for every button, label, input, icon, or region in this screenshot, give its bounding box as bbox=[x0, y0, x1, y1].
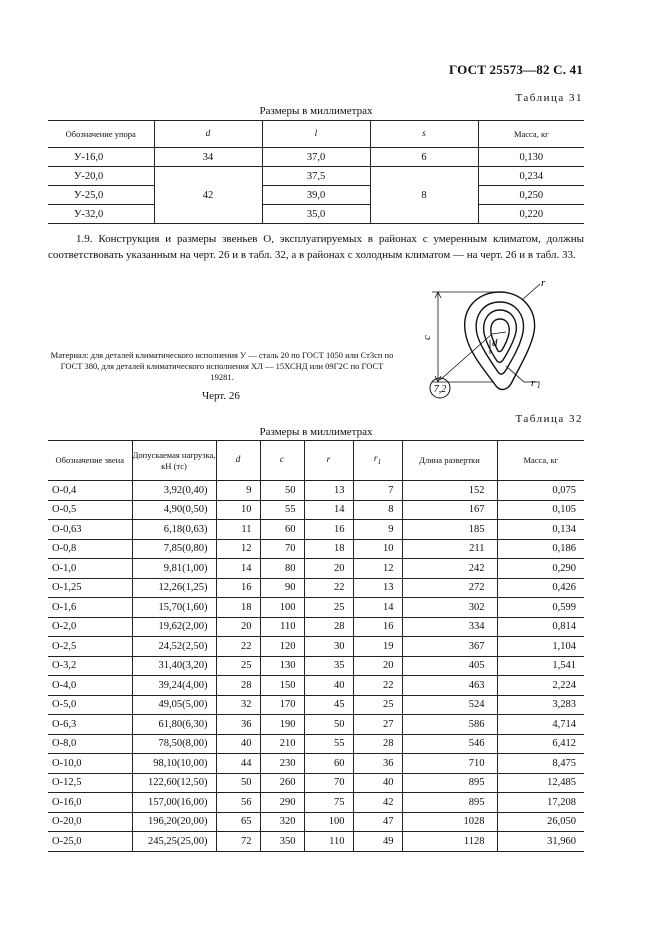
table-cell: 10 bbox=[353, 539, 402, 559]
table32-col-r1-subscript: 1 bbox=[377, 457, 382, 466]
table-cell: 44 bbox=[216, 754, 260, 774]
table-cell: 39,24(4,00) bbox=[132, 676, 216, 696]
table-cell: 16 bbox=[304, 520, 353, 540]
table-cell: 0,234 bbox=[478, 167, 584, 186]
table-cell: 55 bbox=[260, 500, 304, 520]
table-cell: О-3,2 bbox=[48, 656, 132, 676]
table-cell: 210 bbox=[260, 734, 304, 754]
table-cell: 49,05(5,00) bbox=[132, 695, 216, 715]
table-cell: 50 bbox=[216, 773, 260, 793]
table-cell: О-1,0 bbox=[48, 559, 132, 579]
table-cell: У-32,0 bbox=[48, 205, 154, 224]
table-cell: 1,541 bbox=[497, 656, 584, 676]
table-cell: 1,104 bbox=[497, 637, 584, 657]
table-cell: 546 bbox=[402, 734, 497, 754]
table-cell: 35 bbox=[304, 656, 353, 676]
section-paragraph: 1.9. Конструкция и размеры звеньев О, эксплуатируемых в районах с умеренным климатом, должны соответствовать указанным на черт. 26 и в табл. 32, а в районах с холодным климатом — на черт. 26 и в табл. 33. bbox=[48, 233, 584, 261]
table32-col-load: Допускаемая нагрузка, кН (тс) bbox=[132, 441, 216, 481]
table-cell: 230 bbox=[260, 754, 304, 774]
table-cell: 122,60(12,50) bbox=[132, 773, 216, 793]
table-cell: 0,134 bbox=[497, 520, 584, 540]
table32-label: Таблица 32 bbox=[515, 413, 583, 425]
table-cell: 10 bbox=[216, 500, 260, 520]
table-cell: 895 bbox=[402, 773, 497, 793]
table-cell: 50 bbox=[260, 481, 304, 501]
table-row bbox=[48, 578, 584, 598]
table-row bbox=[48, 559, 584, 579]
table-cell: 20 bbox=[216, 617, 260, 637]
table-cell: 20 bbox=[353, 656, 402, 676]
table-cell: 152 bbox=[402, 481, 497, 501]
table-cell: 12 bbox=[353, 559, 402, 579]
table-row bbox=[48, 656, 584, 676]
figure-caption: Черт. 26 bbox=[202, 390, 240, 402]
table-cell: 6,18(0,63) bbox=[132, 520, 216, 540]
table-cell: 157,00(16,00) bbox=[132, 793, 216, 813]
table-cell: У-25,0 bbox=[48, 186, 154, 205]
table-cell: 30 bbox=[304, 637, 353, 657]
table32 bbox=[48, 440, 584, 852]
table-cell: 100 bbox=[304, 812, 353, 832]
table-cell: 110 bbox=[260, 617, 304, 637]
table-cell: О-0,4 bbox=[48, 481, 132, 501]
table-cell: 334 bbox=[402, 617, 497, 637]
table-cell: 90 bbox=[260, 578, 304, 598]
table-cell: 350 bbox=[260, 832, 304, 852]
table-cell: 11 bbox=[216, 520, 260, 540]
table-cell: 22 bbox=[216, 637, 260, 657]
table-cell: 211 bbox=[402, 539, 497, 559]
table-cell: 72 bbox=[216, 832, 260, 852]
table32-col-r1 bbox=[353, 441, 402, 481]
table-cell: 27 bbox=[353, 715, 402, 735]
table-cell: 0,290 bbox=[497, 559, 584, 579]
table-cell: 6 bbox=[370, 148, 478, 167]
table-cell: 14 bbox=[353, 598, 402, 618]
table-row bbox=[48, 520, 584, 540]
table32-body bbox=[48, 481, 584, 852]
table-cell: О-20,0 bbox=[48, 812, 132, 832]
table-cell: 290 bbox=[260, 793, 304, 813]
table-cell: 1128 bbox=[402, 832, 497, 852]
table-cell: 50 bbox=[304, 715, 353, 735]
table-row bbox=[48, 617, 584, 637]
table-cell: 37,5 bbox=[262, 167, 370, 186]
surface-mark-label: 7,2 bbox=[433, 384, 447, 395]
table32-col-c: c bbox=[260, 441, 304, 481]
table-row bbox=[48, 734, 584, 754]
table-cell: 196,20(20,00) bbox=[132, 812, 216, 832]
table-row bbox=[48, 481, 584, 501]
table-cell: 26,050 bbox=[497, 812, 584, 832]
table32-header-row bbox=[48, 441, 584, 481]
table-cell: 39,0 bbox=[262, 186, 370, 205]
table-cell: 61,80(6,30) bbox=[132, 715, 216, 735]
table-cell: 45 bbox=[304, 695, 353, 715]
table-cell: 0,599 bbox=[497, 598, 584, 618]
table-cell: 586 bbox=[402, 715, 497, 735]
table-cell: О-8,0 bbox=[48, 734, 132, 754]
table-row bbox=[48, 754, 584, 774]
table-cell: 463 bbox=[402, 676, 497, 696]
table-cell: У-16,0 bbox=[48, 148, 154, 167]
table-cell: 12 bbox=[216, 539, 260, 559]
table-cell: 47 bbox=[353, 812, 402, 832]
radius-r1-subscript: 1 bbox=[537, 382, 541, 390]
table-cell: 36 bbox=[216, 715, 260, 735]
table-cell: О-0,63 bbox=[48, 520, 132, 540]
table-row bbox=[48, 715, 584, 735]
table-cell: 0,130 bbox=[478, 148, 584, 167]
table32-col-length: Длина развертки bbox=[402, 441, 497, 481]
table-cell: 70 bbox=[304, 773, 353, 793]
table-cell: 8,475 bbox=[497, 754, 584, 774]
table-cell: 36 bbox=[353, 754, 402, 774]
table-cell: 18 bbox=[216, 598, 260, 618]
table-cell: 150 bbox=[260, 676, 304, 696]
table-cell: 22 bbox=[353, 676, 402, 696]
table-cell: 110 bbox=[304, 832, 353, 852]
table-cell: 260 bbox=[260, 773, 304, 793]
table-cell: 18 bbox=[304, 539, 353, 559]
table-row bbox=[48, 186, 584, 205]
table-cell: 65 bbox=[216, 812, 260, 832]
table-cell: 2,224 bbox=[497, 676, 584, 696]
table-cell: 25 bbox=[353, 695, 402, 715]
table31-col-d: d bbox=[154, 121, 262, 148]
table-cell: 0,075 bbox=[497, 481, 584, 501]
table31-col-mass: Масса, кг bbox=[478, 121, 584, 148]
table-row bbox=[48, 500, 584, 520]
table-cell: 0,105 bbox=[497, 500, 584, 520]
table-cell: 190 bbox=[260, 715, 304, 735]
table31-col-s: s bbox=[370, 121, 478, 148]
table-cell: 40 bbox=[353, 773, 402, 793]
table-cell: О-12,5 bbox=[48, 773, 132, 793]
table-cell: 13 bbox=[304, 481, 353, 501]
table-row bbox=[48, 148, 584, 167]
table-cell: О-2,5 bbox=[48, 637, 132, 657]
table-cell: 28 bbox=[353, 734, 402, 754]
table31 bbox=[48, 120, 584, 224]
table-cell: 98,10(10,00) bbox=[132, 754, 216, 774]
table-cell: 42 bbox=[353, 793, 402, 813]
table-cell: 130 bbox=[260, 656, 304, 676]
table-cell: 4,90(0,50) bbox=[132, 500, 216, 520]
table31-caption: Размеры в миллиметрах bbox=[259, 105, 373, 117]
table-cell: 170 bbox=[260, 695, 304, 715]
table-cell: 13 bbox=[353, 578, 402, 598]
table-cell: 28 bbox=[216, 676, 260, 696]
table-cell: 16 bbox=[216, 578, 260, 598]
table-row bbox=[48, 205, 584, 224]
table-cell: О-6,3 bbox=[48, 715, 132, 735]
table-cell: 9,81(1,00) bbox=[132, 559, 216, 579]
table-cell: 9 bbox=[216, 481, 260, 501]
table-cell: 70 bbox=[260, 539, 304, 559]
table-cell: 4,714 bbox=[497, 715, 584, 735]
table-cell: 895 bbox=[402, 793, 497, 813]
table-cell: 14 bbox=[304, 500, 353, 520]
table-row bbox=[48, 637, 584, 657]
table-cell: 9 bbox=[353, 520, 402, 540]
table-cell: 40 bbox=[216, 734, 260, 754]
table-cell: 405 bbox=[402, 656, 497, 676]
table-cell: 17,208 bbox=[497, 793, 584, 813]
radius-r-label: r bbox=[541, 277, 546, 289]
table-row bbox=[48, 598, 584, 618]
table-cell: О-1,6 bbox=[48, 598, 132, 618]
table-cell: 120 bbox=[260, 637, 304, 657]
table-cell: 19,62(2,00) bbox=[132, 617, 216, 637]
table-cell: 42 bbox=[154, 167, 262, 224]
material-note: Материал: для деталей климатического исполнения У — сталь 20 по ГОСТ 1050 или Ст3сп по ГОСТ 380, для деталей климатического исполнения ХЛ — 15ХСНД или 09Г2С по ГОСТ 19281. bbox=[50, 350, 394, 382]
table-cell: О-4,0 bbox=[48, 676, 132, 696]
table-cell: 78,50(8,00) bbox=[132, 734, 216, 754]
table-cell: О-25,0 bbox=[48, 832, 132, 852]
table-cell: 524 bbox=[402, 695, 497, 715]
table-cell: 100 bbox=[260, 598, 304, 618]
table31-col-name: Обозначение упора bbox=[48, 121, 154, 148]
table31-label: Таблица 31 bbox=[515, 92, 583, 104]
table-cell: 16 bbox=[353, 617, 402, 637]
link-drawing bbox=[410, 270, 560, 410]
table-cell: У-20,0 bbox=[48, 167, 154, 186]
table-cell: 0,426 bbox=[497, 578, 584, 598]
table-row bbox=[48, 167, 584, 186]
table-row bbox=[48, 793, 584, 813]
table-cell: 242 bbox=[402, 559, 497, 579]
table-cell: 24,52(2,50) bbox=[132, 637, 216, 657]
table-cell: О-16,0 bbox=[48, 793, 132, 813]
table32-caption: Размеры в миллиметрах bbox=[259, 426, 373, 438]
table-row bbox=[48, 773, 584, 793]
table-cell: 49 bbox=[353, 832, 402, 852]
table-cell: 272 bbox=[402, 578, 497, 598]
table-cell: 320 bbox=[260, 812, 304, 832]
table-cell: О-2,0 bbox=[48, 617, 132, 637]
table-cell: 12,485 bbox=[497, 773, 584, 793]
table-cell: 8 bbox=[353, 500, 402, 520]
table-cell: 12,26(1,25) bbox=[132, 578, 216, 598]
table-cell: 15,70(1,60) bbox=[132, 598, 216, 618]
table-cell: 3,92(0,40) bbox=[132, 481, 216, 501]
table-cell: 40 bbox=[304, 676, 353, 696]
table-cell: 185 bbox=[402, 520, 497, 540]
table-cell: 80 bbox=[260, 559, 304, 579]
dimension-c-label: c bbox=[421, 335, 433, 340]
table-cell: 0,250 bbox=[478, 186, 584, 205]
table-cell: 19 bbox=[353, 637, 402, 657]
page-header: ГОСТ 25573—82 С. 41 bbox=[449, 62, 583, 77]
table-row bbox=[48, 812, 584, 832]
table-cell: 25 bbox=[304, 598, 353, 618]
table-cell: О-0,5 bbox=[48, 500, 132, 520]
table-cell: О-1,25 bbox=[48, 578, 132, 598]
table-cell: 710 bbox=[402, 754, 497, 774]
table-cell: О-0,8 bbox=[48, 539, 132, 559]
table-cell: 8 bbox=[370, 167, 478, 224]
table32-col-r1-base: r bbox=[373, 453, 378, 464]
table-cell: 25 bbox=[216, 656, 260, 676]
table-cell: 56 bbox=[216, 793, 260, 813]
table-cell: 167 bbox=[402, 500, 497, 520]
radius-r1-label: r bbox=[531, 377, 536, 389]
table-cell: О-10,0 bbox=[48, 754, 132, 774]
table31-col-l: l bbox=[262, 121, 370, 148]
table-cell: 60 bbox=[304, 754, 353, 774]
table-row bbox=[48, 695, 584, 715]
table-cell: 1028 bbox=[402, 812, 497, 832]
table32-col-r: r bbox=[304, 441, 353, 481]
table-cell: 37,0 bbox=[262, 148, 370, 167]
table-cell: 60 bbox=[260, 520, 304, 540]
table32-col-name: Обозначение звена bbox=[48, 441, 132, 481]
table-cell: 3,283 bbox=[497, 695, 584, 715]
table-cell: 28 bbox=[304, 617, 353, 637]
table-cell: 31,960 bbox=[497, 832, 584, 852]
table-cell: 55 bbox=[304, 734, 353, 754]
table-row bbox=[48, 832, 584, 852]
table-row bbox=[48, 539, 584, 559]
table-cell: 6,412 bbox=[497, 734, 584, 754]
table-cell: 7 bbox=[353, 481, 402, 501]
table-cell: 22 bbox=[304, 578, 353, 598]
table-cell: 14 bbox=[216, 559, 260, 579]
table32-col-d: d bbox=[216, 441, 260, 481]
table-cell: 0,814 bbox=[497, 617, 584, 637]
table-row bbox=[48, 676, 584, 696]
table-cell: 32 bbox=[216, 695, 260, 715]
table-cell: 75 bbox=[304, 793, 353, 813]
table32-col-mass: Масса, кг bbox=[497, 441, 584, 481]
table-cell: 34 bbox=[154, 148, 262, 167]
table-cell: 367 bbox=[402, 637, 497, 657]
table-cell: 0,186 bbox=[497, 539, 584, 559]
table-cell: 35,0 bbox=[262, 205, 370, 224]
table-cell: О-5,0 bbox=[48, 695, 132, 715]
table-cell: 0,220 bbox=[478, 205, 584, 224]
table-cell: 7,85(0,80) bbox=[132, 539, 216, 559]
diameter-d-label: d bbox=[492, 337, 498, 349]
table-cell: 245,25(25,00) bbox=[132, 832, 216, 852]
table-cell: 302 bbox=[402, 598, 497, 618]
table31-header-row bbox=[48, 121, 584, 148]
table-cell: 20 bbox=[304, 559, 353, 579]
table-cell: 31,40(3,20) bbox=[132, 656, 216, 676]
